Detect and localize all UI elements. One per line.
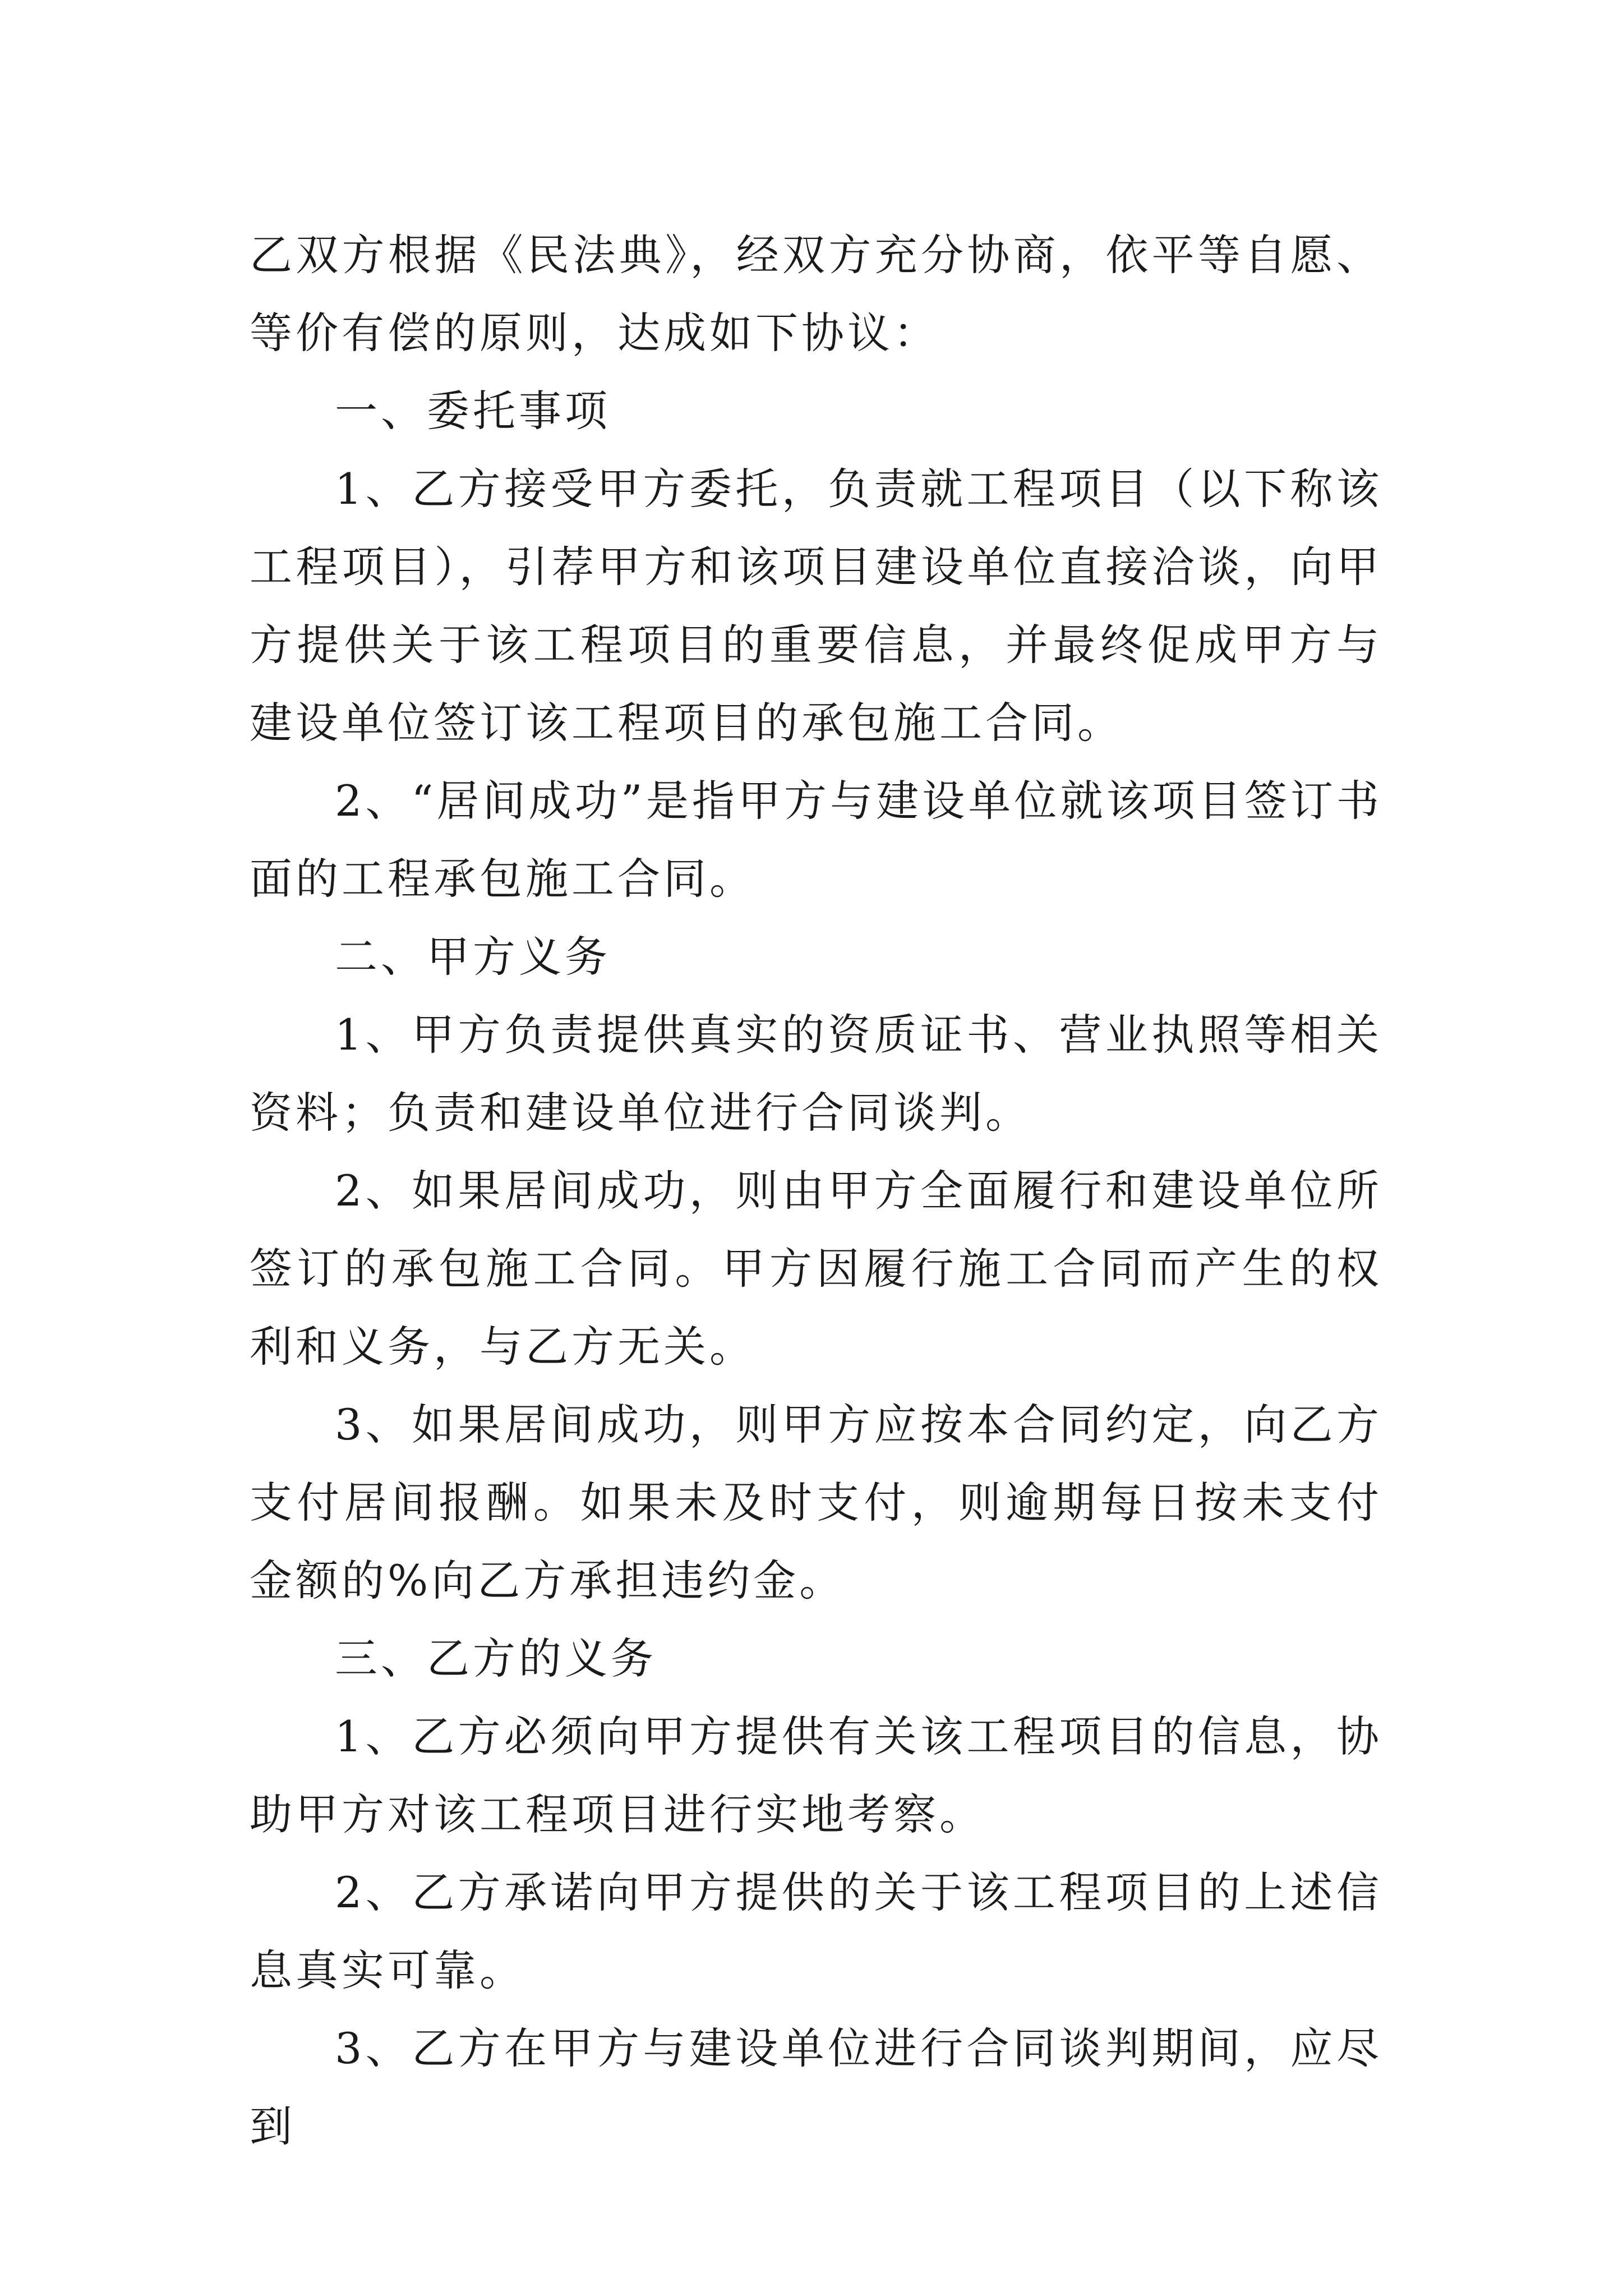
paragraph-clause: 1、乙方接受甲方委托，负责就工程项目（以下称该工程项目），引荐甲方和该项目建设单位直接洽谈，向甲方提供关于该工程项目的重要信息，并最终促成甲方与建设单位签订该工程项目的承包施工合同。 <box>250 464 1382 748</box>
section-heading-entrusted-matters: 一、委托事项 <box>335 386 611 436</box>
section-heading-party-b-obligations: 三、乙方的义务 <box>335 1634 657 1683</box>
paragraph-clause: 2、“居间成功”是指甲方与建设单位就该项目签订书面的工程承包施工合同。 <box>250 776 1382 904</box>
paragraph-clause: 1、甲方负责提供真实的资质证书、营业执照等相关资料；负责和建设单位进行合同谈判。 <box>250 1010 1382 1138</box>
paragraph-intro: 乙双方根据《民法典》，经双方充分协商，依平等自愿、等价有偿的原则，达成如下协议： <box>250 230 1382 358</box>
paragraph-clause: 3、乙方在甲方与建设单位进行合同谈判期间，应尽到 <box>250 2023 1382 2151</box>
paragraph-clause: 2、如果居间成功，则由甲方全面履行和建设单位所签订的承包施工合同。甲方因履行施工合同而产生的权利和义务，与乙方无关。 <box>250 1166 1382 1372</box>
paragraph-clause: 2、乙方承诺向甲方提供的关于该工程项目的上述信息真实可靠。 <box>250 1867 1382 1995</box>
document-body <box>250 216 1382 2165</box>
section-heading-party-a-obligations: 二、甲方义务 <box>335 932 611 982</box>
paragraph-clause: 1、乙方必须向甲方提供有关该工程项目的信息，协助甲方对该工程项目进行实地考察。 <box>250 1711 1382 1839</box>
paragraph-clause: 3、如果居间成功，则甲方应按本合同约定，向乙方支付居间报酬。如果未及时支付，则逾期每日按未支付金额的%向乙方承担违约金。 <box>250 1400 1382 1605</box>
